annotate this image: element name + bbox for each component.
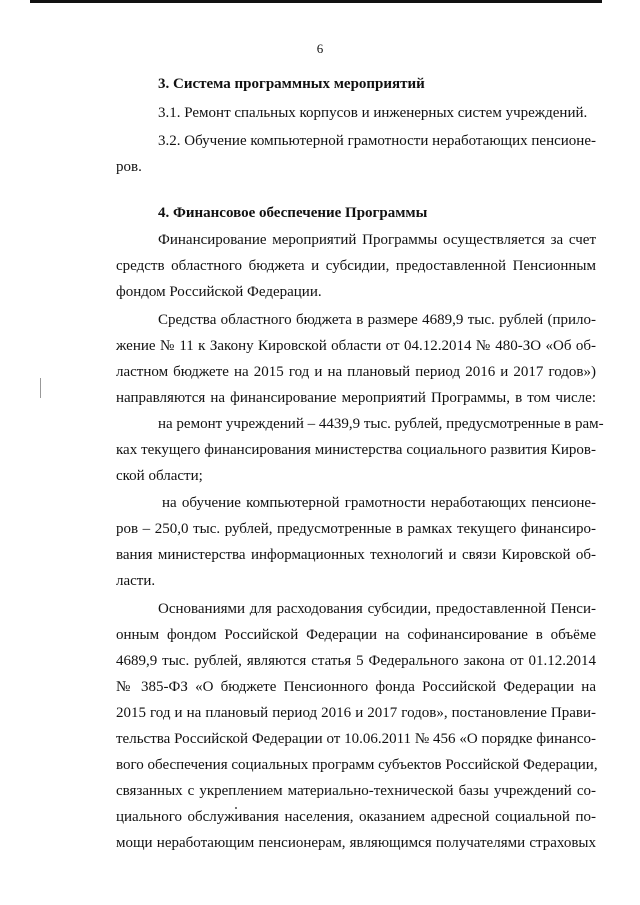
p4-line4: ласти. <box>116 573 156 589</box>
p4-line3: вания министерства информационных технологий и связи Кировской об- <box>116 547 596 563</box>
p5-line5: 2015 год и на плановый период 2016 и 2017 годов», постановление Прави- <box>116 705 596 721</box>
p5-line6: тельства Российской Федерации от 10.06.2011 № 456 «О порядке финансо- <box>116 731 596 747</box>
section3-item2-line2: ров. <box>116 159 142 175</box>
section3-heading: 3. Система программных мероприятий <box>158 76 425 92</box>
p3-line3: ской области; <box>116 468 203 484</box>
p5-line9: циального обслуживания населения, оказанием адресной социальной по- <box>116 809 596 825</box>
p5-line4: № 385-ФЗ «О бюджете Пенсионного фонда Российской Федерации на <box>116 679 596 695</box>
section3-item2-line1: 3.2. Обучение компьютерной грамотности неработающих пенсионе- <box>158 133 596 149</box>
p4-line1: на обучение компьютерной грамотности неработающих пенсионе- <box>162 495 596 511</box>
p3-line1: на ремонт учреждений – 4439,9 тыс. рублей, предусмотренные в рам- <box>158 416 604 432</box>
page-number: 6 <box>316 41 324 56</box>
p5-line3: 4689,9 тыс. рублей, являются статья 5 Федерального закона от 01.12.2014 <box>116 653 596 669</box>
top-edge-rule <box>30 0 602 3</box>
p2-line1: Средства областного бюджета в размере 4689,9 тыс. рублей (прило- <box>158 312 596 328</box>
p5-line1: Основаниями для расходования субсидии, предоставленной Пенси- <box>158 601 596 617</box>
section3-item1: 3.1. Ремонт спальных корпусов и инженерных систем учреждений. <box>158 105 588 121</box>
p3-line2: ках текущего финансирования министерства социального развития Киров- <box>116 442 596 458</box>
p1-line1: Финансирование мероприятий Программы осуществляется за счет <box>158 232 596 248</box>
section4-heading: 4. Финансовое обеспечение Программы <box>158 205 428 221</box>
p2-line4: направляются на финансирование мероприятий Программы, в том числе: <box>116 390 596 406</box>
p5-line8: связанных с укреплением материально-технической базы учреждений со- <box>116 783 596 799</box>
p1-line3: фондом Российской Федерации. <box>116 284 322 300</box>
p5-line2: онным фондом Российской Федерации на софинансирование в объёме <box>116 627 596 643</box>
p5-line10: мощи неработающим пенсионерам, являющимся получателями страховых <box>116 835 596 851</box>
p2-line2: жение № 11 к Закону Кировской области от 04.12.2014 № 480-ЗО «Об об- <box>116 338 596 354</box>
p2-line3: ластном бюджете на 2015 год и на плановый период 2016 и 2017 годов») <box>116 364 596 380</box>
p5-line7: вого обеспечения социальных программ субъектов Российской Федерации, <box>116 757 598 773</box>
margin-scan-mark <box>40 378 41 398</box>
p4-line2: ров – 250,0 тыс. рублей, предусмотренные в рамках текущего финансиро- <box>116 521 596 537</box>
p1-line2: средств областного бюджета и субсидии, предоставленной Пенсионным <box>116 258 596 274</box>
